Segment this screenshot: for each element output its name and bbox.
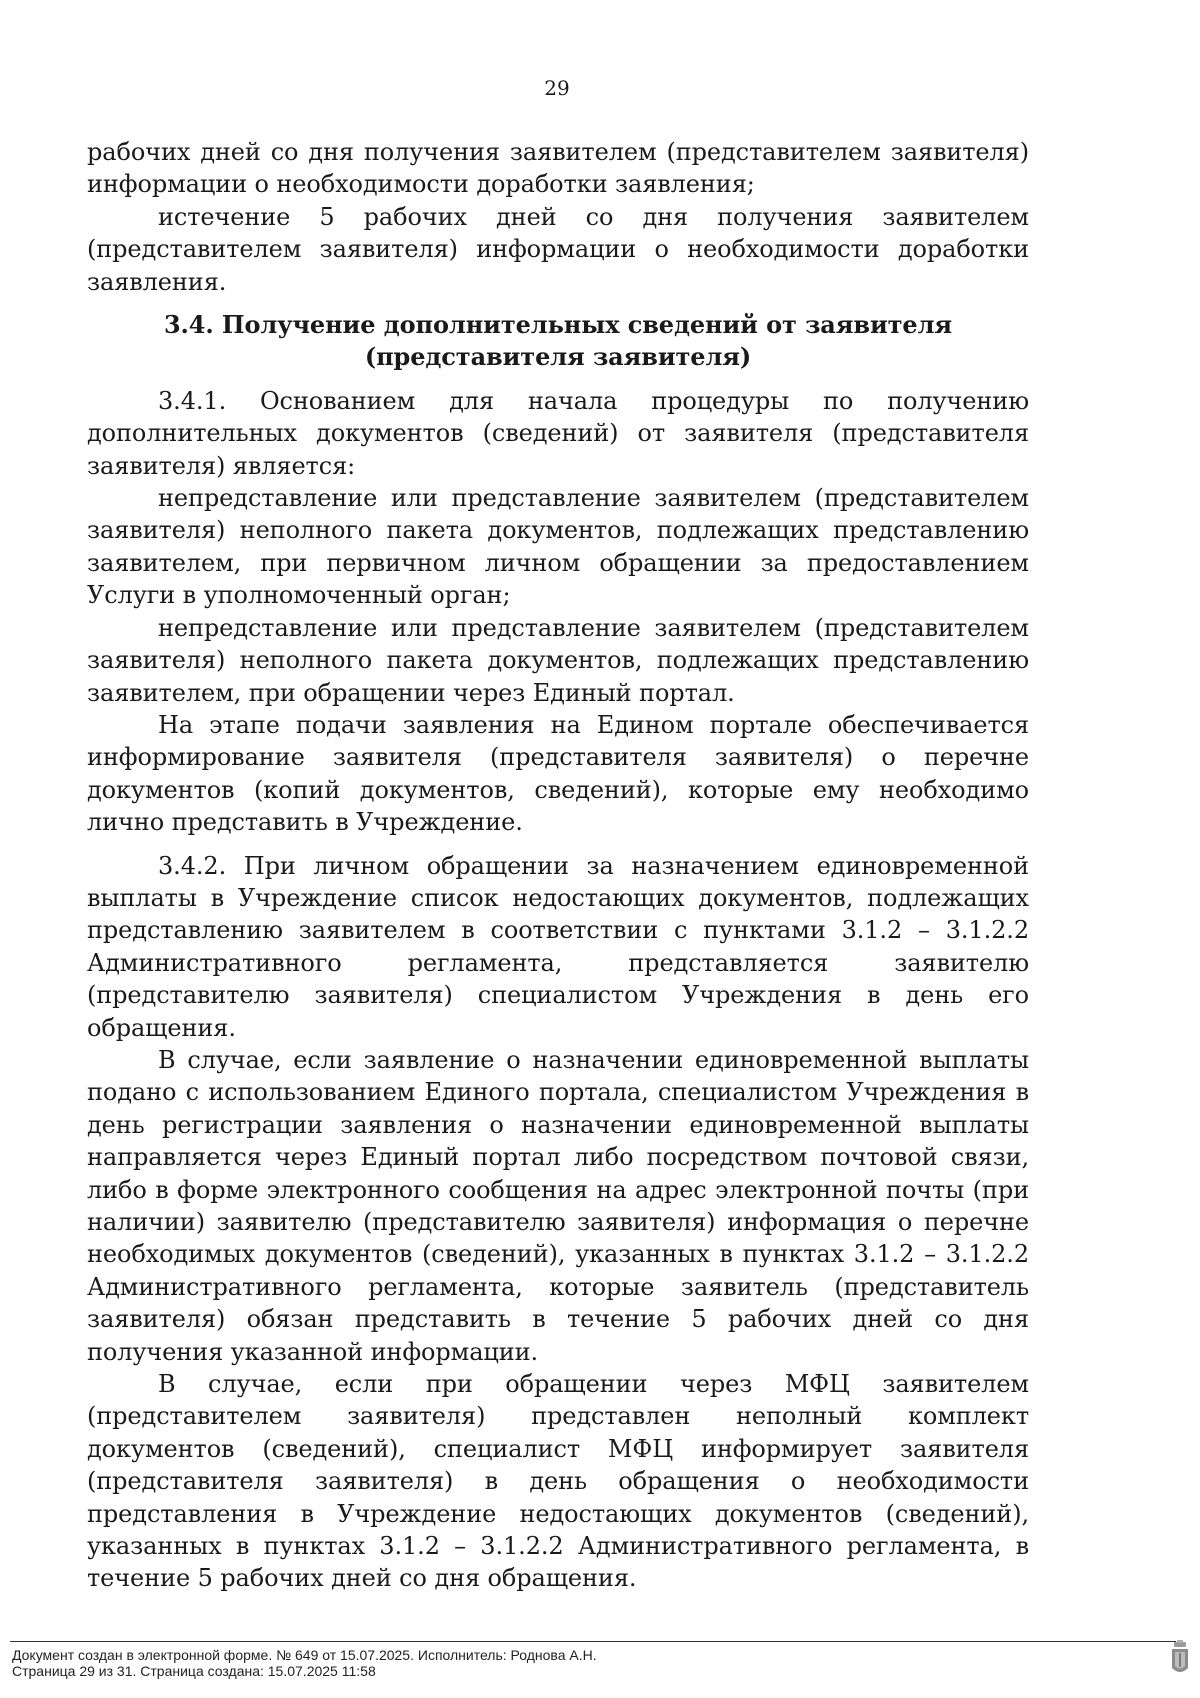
paragraph: 3.4.1. Основанием для начала процедуры по получению дополнительных документов (сведений) от заявителя (представителя заявителя) является: xyxy=(87,386,1029,480)
section-heading: 3.4. Получение дополнительных сведений от заявителя (представителя заявителя) xyxy=(163,310,953,372)
document-body xyxy=(87,136,1029,1595)
paragraph: рабочих дней со дня получения заявителем (представителем заявителя) информации о необходимости доработки заявления; xyxy=(87,138,1029,199)
page-number: 29 xyxy=(544,76,570,100)
emblem-icon xyxy=(1170,1640,1190,1680)
paragraph: истечение 5 рабочих дней со дня получения заявителем (представителем заявителя) информации о необходимости доработки заявления. xyxy=(87,202,1029,296)
footer-divider xyxy=(10,1641,1176,1642)
paragraph: непредставление или представление заявителем (представителем заявителя) неполного пакета документов, подлежащих представлению заявителем, при первичном личном обращении за предоставлением Услуги в уполномоченный орган; xyxy=(87,484,1029,610)
footer-page-info: Страница 29 из 31. Страница создана: 15.07.2025 11:58 xyxy=(12,1663,376,1679)
footer-document-info: Документ создан в электронной форме. № 649 от 15.07.2025. Исполнитель: Роднова А.Н. xyxy=(12,1647,597,1663)
paragraph: непредставление или представление заявителем (представителем заявителя) неполного пакета документов, подлежащих представлению заявителем, при обращении через Единый портал. xyxy=(87,613,1029,707)
paragraph: 3.4.2. При личном обращении за назначением единовременной выплаты в Учреждение список недостающих документов, подлежащих представлению заявителем в соответствии с пунктами 3.1.2 – 3.1.2.2 Административного регламента, представляется заявителю (представителю заявителя) специалистом Учреждения в день его обращения. xyxy=(87,851,1029,1042)
paragraph: В случае, если заявление о назначении единовременной выплаты подано с использованием Единого портала, специалистом Учреждения в день регистрации заявления о назначении единовременной выплаты направляется через Единый портал либо посредством почтовой связи, либо в форме электронного сообщения на адрес электронной почты (при наличии) заявителю (представителю заявителя) информация о перечне необходимых документов (сведений), указанных в пунктах 3.1.2 – 3.1.2.2 Административного регламента, которые заявитель (представитель заявителя) обязан представить в течение 5 рабочих дней со дня получения указанной информации. xyxy=(87,1045,1029,1366)
document-footer xyxy=(12,1647,597,1679)
paragraph: На этапе подачи заявления на Едином портале обеспечивается информирование заявителя (представителя заявителя) о перечне документов (копий документов, сведений), которые ему необходимо лично представить в Учреждение. xyxy=(87,710,1029,837)
paragraph: В случае, если при обращении через МФЦ заявителем (представителем заявителя) представлен неполный комплект документов (сведений), специалист МФЦ информирует заявителя (представителя заявителя) в день обращения о необходимости представления в Учреждение недостающих документов (сведений), указанных в пунктах 3.1.2 – 3.1.2.2 Административного регламента, в течение 5 рабочих дней со дня обращения. xyxy=(87,1370,1029,1593)
